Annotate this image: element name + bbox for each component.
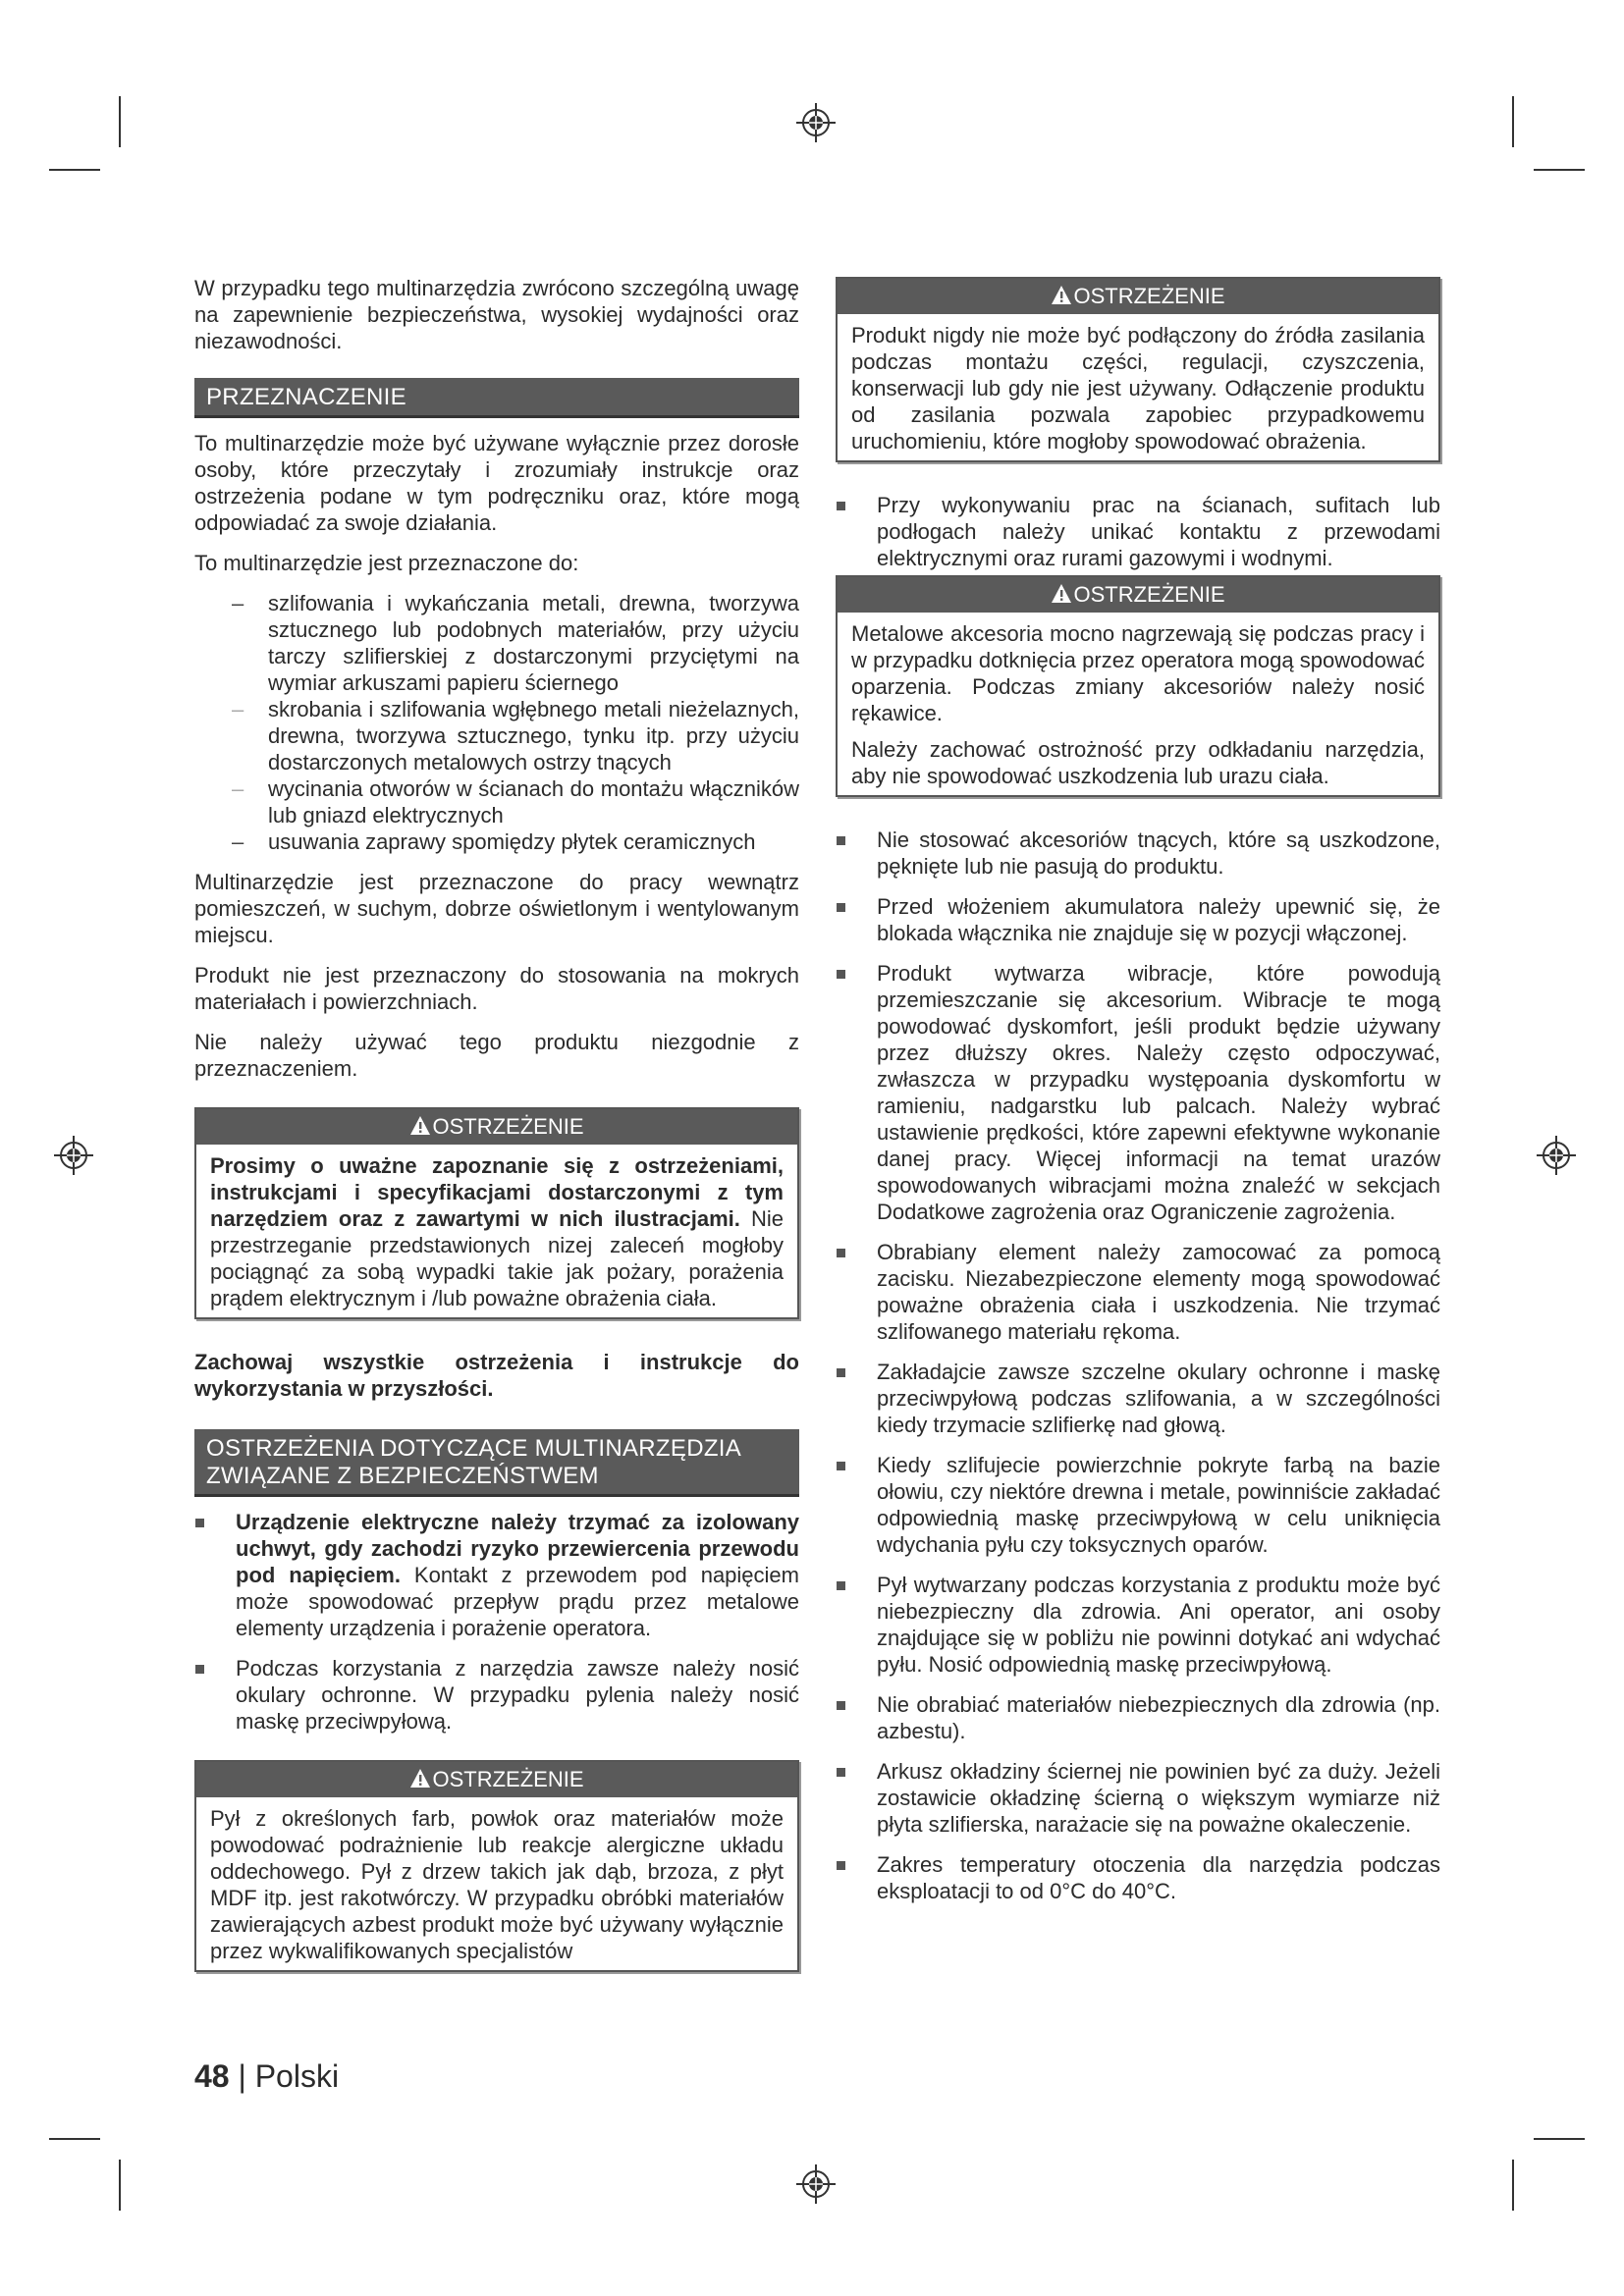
warning-text: Nie przestrzeganie przedstawionych nizej zaleceń mogłoby pociągnąć za sobą wypadki takie jak pożary, porażenia prądem elektrycznym i /lub poważne obrażenia ciała. <box>210 1206 785 1310</box>
keep-instructions-note: Zachowaj wszystkie ostrzeżenia i instrukcje do wykorzystania w przyszłości. <box>194 1350 799 1401</box>
warning-header <box>838 279 1438 314</box>
paragraph: Multinarzędzie jest przeznaczone do pracy wewnątrz pomieszczeń, w suchym, dobrze oświetlonym i wentylowanym miejscu. <box>194 870 799 947</box>
list-item-text: Kontakt z przewodem pod napięciem może spowodować przepływ prądu przez metalowe elementy urządzenia i porażenie operatora. <box>236 1563 799 1640</box>
crop-mark-tl-h <box>49 169 100 171</box>
crop-mark-tr-v <box>1512 96 1514 147</box>
list-item: – wycinania otworów w ścianach do montażu włączników lub gniazd elektrycznych <box>268 775 799 828</box>
crop-mark-bl-h <box>49 2138 100 2140</box>
paragraph: To multinarzędzie jest przeznaczone do: <box>194 551 579 575</box>
list-item: Zakładajcie zawsze szczelne okulary ochronne i maskę przeciwpyłową podczas szlifowania, a w szczególności kiedy trzymacie szlifierkę nad głową. <box>877 1360 1440 1437</box>
warning-title: OSTRZEŻENIE <box>432 1114 584 1139</box>
intro-paragraph: W przypadku tego multinarzędzia zwrócono szczególną uwagę na zapewnienie bezpieczeństwa, wysokiej wydajności oraz niezawodności. <box>194 276 799 353</box>
paragraph: To multinarzędzie może być używane wyłącznie przez dorosłe osoby, które przeczytały i zrozumiały instrukcje oraz ostrzeżenia podane w tym podręczniku oraz, które mogą odpowiadać za swoje działania. <box>194 431 799 535</box>
registration-target-icon <box>54 1136 93 1175</box>
warning-box <box>194 1107 799 1319</box>
list-item: Obrabiany element należy zamocować za pomocą zacisku. Niezabezpieczone elementy mogą spowodować poważne obrażenia ciała i uszkodzenia. Nie trzymać szlifowanego materiału rękoma. <box>877 1240 1440 1344</box>
list-item: Zakres temperatury otoczenia dla narzędzia podczas eksploatacji to od 0°C do 40°C. <box>877 1852 1440 1903</box>
list-item: Nie stosować akcesoriów tnących, które są uszkodzone, pęknięte lub nie pasują do produktu. <box>877 828 1440 879</box>
warning-box <box>194 1760 799 1972</box>
warning-triangle-icon <box>1051 285 1072 306</box>
left-column <box>194 275 799 1994</box>
warning-title: OSTRZEŻENIE <box>1073 284 1225 308</box>
page-number: 48 <box>194 2058 230 2094</box>
crop-mark-tl-v <box>119 96 121 147</box>
section-heading-przeznaczenie: PRZEZNACZENIE <box>194 378 799 418</box>
crop-mark-br-h <box>1534 2138 1585 2140</box>
right-column <box>836 275 1440 1918</box>
list-item: Kiedy szlifujecie powierzchnie pokryte farbą na bazie ołowiu, czy niektóre drewna i metale, powinniście zakładać odpowiednią maskę przeciwpyłową w celu uniknięcia wdychania pyłu czy toksycznych oparów. <box>877 1453 1440 1557</box>
warning-body <box>196 1145 797 1317</box>
warning-text: Produkt nigdy nie może być podłączony do źródła zasilania podczas montażu części, regulacji, czyszczenia, konserwacji lub gdy nie jest używany. Odłączenie produktu od zasilania pozwala zapobiec przypadkowemu uruchomieniu, które mogłoby spowodować obrażenia. <box>851 323 1425 454</box>
paragraph: Nie należy używać tego produktu niezgodnie z przeznaczeniem. <box>194 1030 799 1081</box>
warning-box <box>836 277 1440 462</box>
warning-text: Metalowe akcesoria mocno nagrzewają się podczas pracy i w przypadku dotknięcia przez operatora mogą spowodować oparzenia. Podczas zmiany akcesoriów należy nosić rękawice. <box>851 621 1425 725</box>
footer-separator: | <box>238 2058 246 2094</box>
list-item-text: Podczas korzystania z narzędzia zawsze należy nosić okulary ochronne. W przypadku pylenia należy nosić maskę przeciwpyłową. <box>236 1656 799 1734</box>
list-item: – usuwania zaprawy spomiędzy płytek ceramicznych <box>268 828 799 855</box>
warning-triangle-icon <box>409 1115 431 1137</box>
warning-text: Pył z określonych farb, powłok oraz materiałów może powodować podrażnienie lub reakcje alergiczne układu oddechowego. Pył z drzew takich jak dąb, brzoza, z płyt MDF itp. jest rakotwórczy. W przypadku obróbki materiałów zawierających azbest produkt może być używany wyłącznie przez wykwalifikowanych specjalistów <box>210 1806 784 1963</box>
crop-mark-bl-v <box>119 2160 121 2211</box>
warning-bold-text: Prosimy o uważne zapoznanie się z ostrzeżeniami, instrukcjami i specyfikacjami dostarczonymi z tym narzędziem oraz z zawartymi w nich ilustracjami. <box>210 1153 784 1231</box>
list-item: – szlifowania i wykańczania metali, drewna, tworzywa sztucznego lub podobnych materiałów, przy użyciu tarczy szlifierskiej z dostarczonymi przyciętymi na wymiar arkuszami papieru ściernego <box>268 590 799 696</box>
warning-header <box>838 577 1438 613</box>
crop-mark-br-v <box>1512 2160 1514 2211</box>
warning-body <box>196 1797 797 1970</box>
intended-uses-list <box>194 590 799 855</box>
safety-list <box>836 827 1440 1904</box>
registration-target-icon <box>1537 1136 1576 1175</box>
list-item: Arkusz okładziny ściernej nie powinien być za duży. Jeżeli zostawicie okładzinę ścierną o większym wymiarze niż płyta szlifierska, narażacie się na poważne okaleczenie. <box>877 1759 1440 1837</box>
crop-mark-tr-h <box>1534 169 1585 171</box>
warning-header <box>196 1762 797 1797</box>
list-item: Produkt wytwarza wibracje, które powodują przemieszczanie się akcesorium. Wibracje te mogą powodować dyskomfort, jeśli produkt będzie używany przez dłuższy okres. Należy często odpoczywać, zwłaszcza w przypadku występoania dyskomfortu w ramieniu, nadgarstku lub palcach. Należy wybrać ustawienie prędkości, które zapewni efektywne wykonanie danej pracy. Więcej informacji na temat urazów spowodowanych wibracjami można znaleźć w sekcjach Dodatkowe zagrożenia oraz Ograniczenie zagrożenia. <box>877 961 1440 1224</box>
registration-target-icon <box>796 2164 836 2204</box>
safety-list <box>194 1509 799 1735</box>
warning-header <box>196 1109 797 1145</box>
safety-list <box>836 492 1440 571</box>
section-heading-safety: OSTRZEŻENIA DOTYCZĄCE MULTINARZĘDZIA ZWIĄZANE Z BEZPIECZEŃSTWEM <box>194 1429 799 1497</box>
warning-title: OSTRZEŻENIE <box>1073 582 1225 607</box>
warning-body <box>838 613 1438 795</box>
footer-language: Polski <box>254 2058 340 2094</box>
paragraph: Produkt nie jest przeznaczony do stosowania na mokrych materiałach i powierzchniach. <box>194 963 799 1014</box>
list-item: Pył wytwarzany podczas korzystania z produktu może być niebezpieczny dla zdrowia. Ani operator, ani osoby znajdujące się w pobliżu nie powinni dotykać ani wdychać pyłu. Nosić odpowiednią maskę przeciwpyłową. <box>877 1573 1440 1677</box>
list-item: Przy wykonywaniu prac na ścianach, sufitach lub podłogach należy unikać kontaktu z przewodami elektrycznymi oraz rurami gazowymi i wodnymi. <box>877 493 1440 570</box>
warning-triangle-icon <box>409 1768 431 1789</box>
list-item <box>236 1655 799 1735</box>
list-item <box>236 1509 799 1641</box>
list-item: Przed włożeniem akumulatora należy upewnić się, że blokada włącznika nie znajduje się w pozycji włączonej. <box>877 894 1440 945</box>
warning-box <box>836 575 1440 797</box>
list-item: Nie obrabiać materiałów niebezpiecznych dla zdrowia (np. azbestu). <box>877 1692 1440 1743</box>
page-footer <box>194 2058 339 2095</box>
registration-target-icon <box>796 103 836 142</box>
warning-text: Należy zachować ostrożność przy odkładaniu narzędzia, aby nie spowodować uszkodzenia lub urazu ciała. <box>851 737 1425 788</box>
warning-body <box>838 314 1438 460</box>
warning-title: OSTRZEŻENIE <box>432 1767 584 1791</box>
warning-triangle-icon <box>1051 583 1072 605</box>
list-item-bold: Urządzenie elektryczne należy trzymać za izolowany uchwyt, gdy zachodzi ryzyko przewiercenia przewodu pod napięciem. <box>236 1510 799 1587</box>
list-item: – skrobania i szlifowania wgłębnego metali nieżelaznych, drewna, tworzywa sztucznego, tynku itp. przy użyciu dostarczonych metalowych ostrzy tnących <box>268 696 799 775</box>
